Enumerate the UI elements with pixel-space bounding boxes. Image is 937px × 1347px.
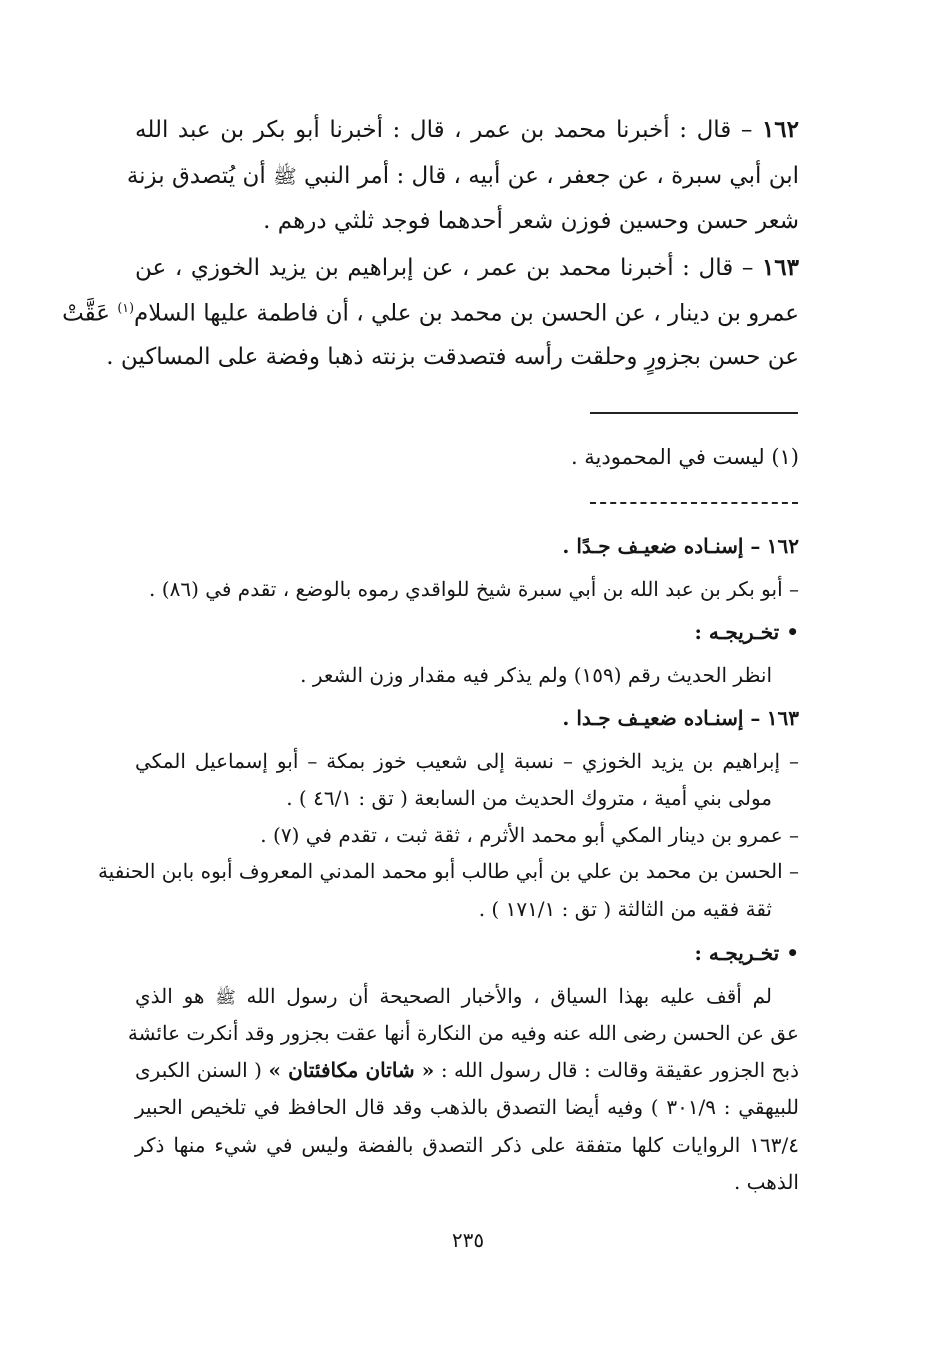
commentary-163-bullet-3-cont: ثقة فقيه من الثالثة ( تق : ١٧١/١ ) . [478,897,772,921]
takhrij-163-line-2: عق عن الحسن رضى الله عنه وفيه من النكارة أنها عقت بجزور وقد أنكرت عائشة [127,1021,799,1045]
commentary-163-bullet-1: – إبراهيم بن يزيد الخوزي – نسبة إلى شعيب خوز بمكة – أبو إسماعيل المكي [135,749,799,773]
hadith-163-line-1: ١٦٣ – قال : أخبرنا محمد بن عمر ، عن إبراهيم بن يزيد الخوزي ، عن [135,254,799,281]
commentary-162-heading: ١٦٢ – إسنـاده ضعيـف جـدًا . [562,534,799,558]
salutation-glyph: ﷺ [273,165,297,188]
takhrij-163-line-1: لم أقف عليه بهذا السياق ، والأخبار الصحيحة أن رسول الله ﷺ هو الذي [135,984,772,1008]
hadith-162-line-1: ١٦٢ – قال : أخبرنا محمد بن عمر ، قال : أخبرنا أبو بكر بن عبد الله [135,116,799,143]
hadith-162-line-3: شعر حسن وحسين فوزن شعر أحدهما فوجد ثلثي درهم . [263,208,799,234]
commentary-separator [590,502,798,504]
takhrij-163-line-6: الذهب . [733,1170,799,1194]
commentary-163-bullet-2: – عمرو بن دينار المكي أبو محمد الأثرم ، ثقة ثبت ، تقدم في (٧) . [260,823,799,847]
hadith-163-line-2: عمرو بن دينار ، عن الحسن بن محمد بن علي ، أن فاطمة عليها السلام$^{(١)}$ عَقَّتْ [62,300,799,327]
footnote-separator [590,412,798,414]
takhrij-163-line-5: ١٦٣/٤ الروايات كلها متفقة على ذكر التصدق بالفضة وليس في شيء منها ذكر [135,1133,799,1157]
takhrij-162-text: انظر الحديث رقم (١٥٩) ولم يذكر فيه مقدار وزن الشعر . [300,663,772,687]
commentary-163-bullet-3: – الحسن بن محمد بن علي بن أبي طالب أبو محمد المدني المعروف أبوه بابن الحنفية [97,859,799,883]
commentary-163-bullet-1-cont: مولى بني أمية ، متروك الحديث من السابعة ( تق : ٤٦/١ ) . [286,786,772,810]
footnote-1: (١) ليست في المحمودية . [570,445,799,469]
commentary-163-heading: ١٦٣ – إسنـاده ضعيـف جـدا . [562,706,799,730]
hadith-162-line-2: ابن أبي سبرة ، عن جعفر ، عن أبيه ، قال : أمر النبي ﷺ أن يُتصدق بزنة [126,163,799,189]
hadith-number: ١٦٣ [761,254,799,281]
takhrij-163-line-3: ذبح الجزور عقيقة وقالت : قال رسول الله : « شاتان مكافئتان » ( السنن الكبرى [135,1058,800,1082]
hadith-number: ١٦٢ [761,116,799,143]
takhrij-heading-162: • تخـريجـه : [694,620,799,644]
hadith-163-line-3: عن حسن بجزورٍ وحلقت رأسه فتصدقت بزنته ذهبا وفضة على المساكين . [106,344,799,370]
footnote-marker: (١) [117,300,135,315]
commentary-162-bullet-1: – أبو بكر بن عبد الله بن أبي سبرة شيخ للواقدي رموه بالوضع ، تقدم في (٨٦) . [149,577,799,601]
page-number: ٢٣٥ [451,1228,485,1252]
salutation-glyph: ﷺ [215,988,236,1008]
takhrij-heading-163: • تخـريجـه : [694,941,799,965]
takhrij-163-line-4: للبيهقي : ٣٠١/٩ ) وفيه أيضا التصدق بالذهب وقد قال الحافظ في تلخيص الحبير [135,1095,800,1119]
